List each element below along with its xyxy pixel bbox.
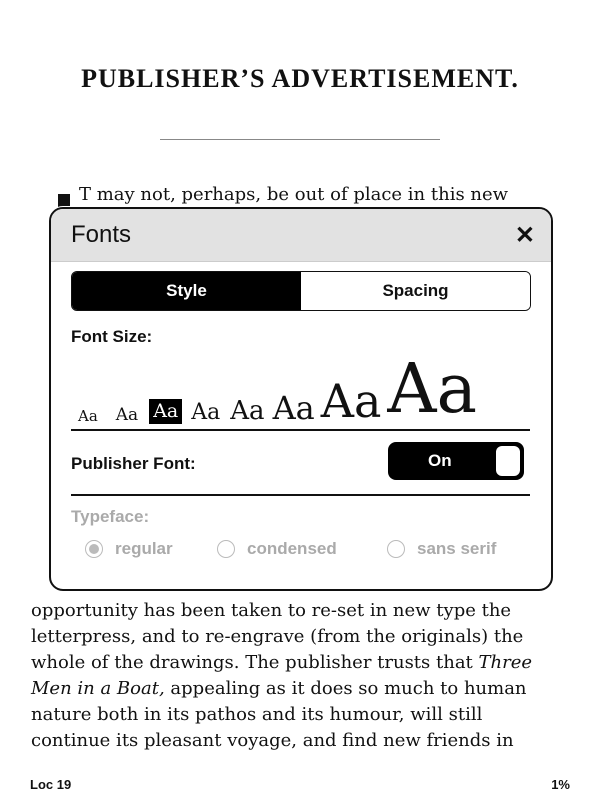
font-size-option-2[interactable]: Aa [115, 405, 139, 425]
publisher-font-toggle[interactable] [388, 442, 524, 480]
font-size-option-8[interactable]: Aa [387, 350, 478, 429]
page-title: PUBLISHER’S ADVERTISEMENT. [81, 64, 519, 93]
publisher-font-label: Publisher Font: [71, 454, 196, 473]
fonts-dialog [49, 207, 553, 591]
typeface-option-label: sans serif [417, 539, 497, 558]
dialog-header [51, 209, 551, 262]
tab-style[interactable]: Style [72, 272, 301, 310]
typeface-option-regular[interactable] [85, 539, 173, 559]
typeface-option-label: condensed [247, 539, 337, 558]
radio-icon [85, 540, 103, 558]
dialog-title: Fonts [71, 221, 132, 248]
font-size-option-6[interactable]: Aa [272, 389, 315, 427]
font-size-option-5[interactable]: Aa [230, 396, 265, 426]
font-size-option-4[interactable]: Aa [191, 400, 221, 425]
font-size-option-7[interactable]: Aa [320, 374, 382, 428]
publisher-font-divider [71, 494, 530, 496]
radio-icon [217, 540, 235, 558]
font-size-label: Font Size: [71, 327, 153, 346]
toggle-state-label: On [428, 451, 452, 470]
tab-spacing[interactable]: Spacing [301, 272, 530, 310]
text-line: nature both in its pathos and its humour, will still [31, 704, 483, 725]
footer-percent: 1% [551, 777, 570, 792]
text-line: T may not, perhaps, be out of place in this new [79, 184, 509, 205]
book-title-italic: Men in a Boat, [31, 678, 165, 699]
font-size-option-3[interactable]: Aa [149, 399, 182, 424]
typeface-option-label: regular [115, 539, 173, 558]
typeface-option-sans-serif[interactable] [387, 539, 496, 559]
text-line: whole of the drawings. The publisher trusts that Three [31, 652, 533, 673]
tab-group [71, 271, 531, 311]
footer-location: Loc 19 [30, 777, 72, 792]
font-size-options [75, 344, 533, 429]
text-line: letterpress, and to re-engrave (from the originals) the [31, 626, 524, 647]
text-line: continue its pleasant voyage, and find new friends in [31, 730, 514, 751]
text-line: Men in a Boat, appealing as it does so much to human [31, 678, 527, 699]
font-size-divider [71, 429, 530, 431]
font-size-option-1[interactable]: Aa [78, 407, 98, 425]
typeface-option-condensed[interactable] [217, 539, 337, 559]
toggle-knob [496, 446, 520, 476]
radio-icon [387, 540, 405, 558]
book-title-italic: Three [478, 652, 533, 673]
title-rule [160, 139, 440, 140]
typeface-label: Typeface: [71, 507, 150, 526]
close-icon[interactable]: ✕ [514, 222, 535, 249]
text-line: opportunity has been taken to re-set in new type the [31, 600, 512, 621]
